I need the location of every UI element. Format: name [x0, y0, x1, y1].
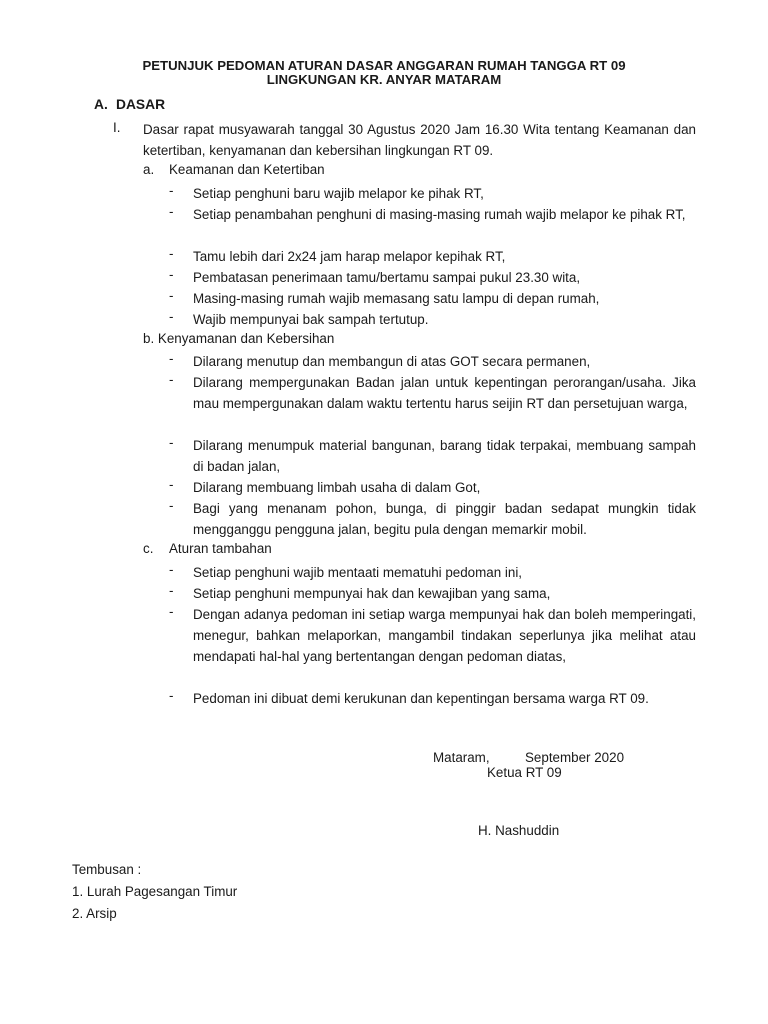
subsection-b-heading: b. Kenyamanan dan Kebersihan — [143, 331, 335, 346]
list-item-text: Masing-masing rumah wajib memasang satu lampu di depan rumah, — [193, 291, 600, 306]
bullet-dash: - — [169, 477, 174, 492]
bullet-dash: - — [169, 204, 174, 219]
bullet-dash: - — [169, 604, 174, 619]
bullet-dash: - — [169, 372, 174, 387]
list-item-text: Dilarang menumpuk material bangunan, barang tidak terpakai, membuang sampah di badan jalan, — [193, 438, 696, 474]
bullet-dash: - — [169, 351, 174, 366]
item-i-paragraph: Dasar rapat musyawarah tanggal 30 Agustus 2020 Jam 16.30 Wita tentang Keamanan dan ketertiban, kenyamanan dan kebersihan lingkungan RT 09. — [143, 122, 696, 158]
bullet-dash: - — [169, 288, 174, 303]
tembusan-item: 2. Arsip — [72, 906, 117, 921]
bullet-dash: - — [169, 498, 174, 513]
signature-name: H. Nashuddin — [478, 823, 560, 838]
list-item-text: Setiap penambahan penghuni di masing-masing rumah wajib melapor ke pihak RT, — [193, 207, 686, 222]
tembusan-heading: Tembusan : — [72, 862, 142, 877]
bullet-dash: - — [169, 688, 174, 703]
item-i-numeral: I. — [113, 120, 121, 135]
subsection-c-heading — [143, 541, 272, 556]
subsection-a-letter: a. — [143, 162, 155, 177]
subsection-a-title: Keamanan dan Ketertiban — [169, 162, 325, 177]
bullet-dash: - — [169, 583, 174, 598]
signature-position: Ketua RT 09 — [487, 765, 562, 780]
signature-place: Mataram, — [433, 750, 490, 765]
list-item-text: Pedoman ini dibuat demi kerukunan dan kepentingan bersama warga RT 09. — [193, 691, 649, 706]
tembusan-item: 1. Lurah Pagesangan Timur — [72, 884, 238, 899]
subsection-c-letter: c. — [143, 541, 154, 556]
bullet-dash: - — [169, 183, 174, 198]
list-item-text: Pembatasan penerimaan tamu/bertamu sampai pukul 23.30 wita, — [193, 270, 581, 285]
section-a-title: DASAR — [116, 97, 166, 112]
list-item-text: Setiap penghuni baru wajib melapor ke pihak RT, — [193, 186, 484, 201]
bullet-dash: - — [169, 267, 174, 282]
section-a-letter: A. — [94, 97, 108, 112]
section-a-heading — [94, 97, 165, 112]
list-item-text: Setiap penghuni mempunyai hak dan kewajiban yang sama, — [193, 586, 551, 601]
list-item-text: Wajib mempunyai bak sampah tertutup. — [193, 312, 429, 327]
document-title-line-1: PETUNJUK PEDOMAN ATURAN DASAR ANGGARAN RUMAH TANGGA RT 09 — [142, 58, 626, 73]
subsection-a-heading — [143, 162, 325, 177]
list-item-text: Dengan adanya pedoman ini setiap warga mempunyai hak dan boleh memperingati, menegur, bahkan melaporkan, mangambil tindakan seperlunya jika melihat atau mendapati hal-hal yang bertentangan dengan pedoman diatas, — [193, 607, 696, 664]
document-title-line-2: LINGKUNGAN KR. ANYAR MATARAM — [266, 72, 502, 87]
list-item-text: Setiap penghuni wajib mentaati mematuhi pedoman ini, — [193, 565, 523, 580]
subsection-c-title: Aturan tambahan — [169, 541, 272, 556]
bullet-dash: - — [169, 435, 174, 450]
list-item-text: Tamu lebih dari 2x24 jam harap melapor kepihak RT, — [193, 249, 506, 264]
bullet-dash: - — [169, 562, 174, 577]
signature-date: September 2020 — [525, 750, 625, 765]
list-item-text: Dilarang mempergunakan Badan jalan untuk kepentingan perorangan/usaha. Jika mau mempergunakan dalam waktu tertentu harus seijin RT dan persetujuan warga, — [193, 375, 696, 411]
bullet-dash: - — [169, 246, 174, 261]
bullet-dash: - — [169, 309, 174, 324]
list-item-text: Bagi yang menanam pohon, bunga, di pinggir badan sedapat mungkin tidak mengganggu pengguna jalan, begitu pula dengan memarkir mobil. — [193, 501, 696, 537]
list-item-text: Dilarang membuang limbah usaha di dalam Got, — [193, 480, 481, 495]
list-item-text: Dilarang menutup dan membangun di atas GOT secara permanen, — [193, 354, 591, 369]
